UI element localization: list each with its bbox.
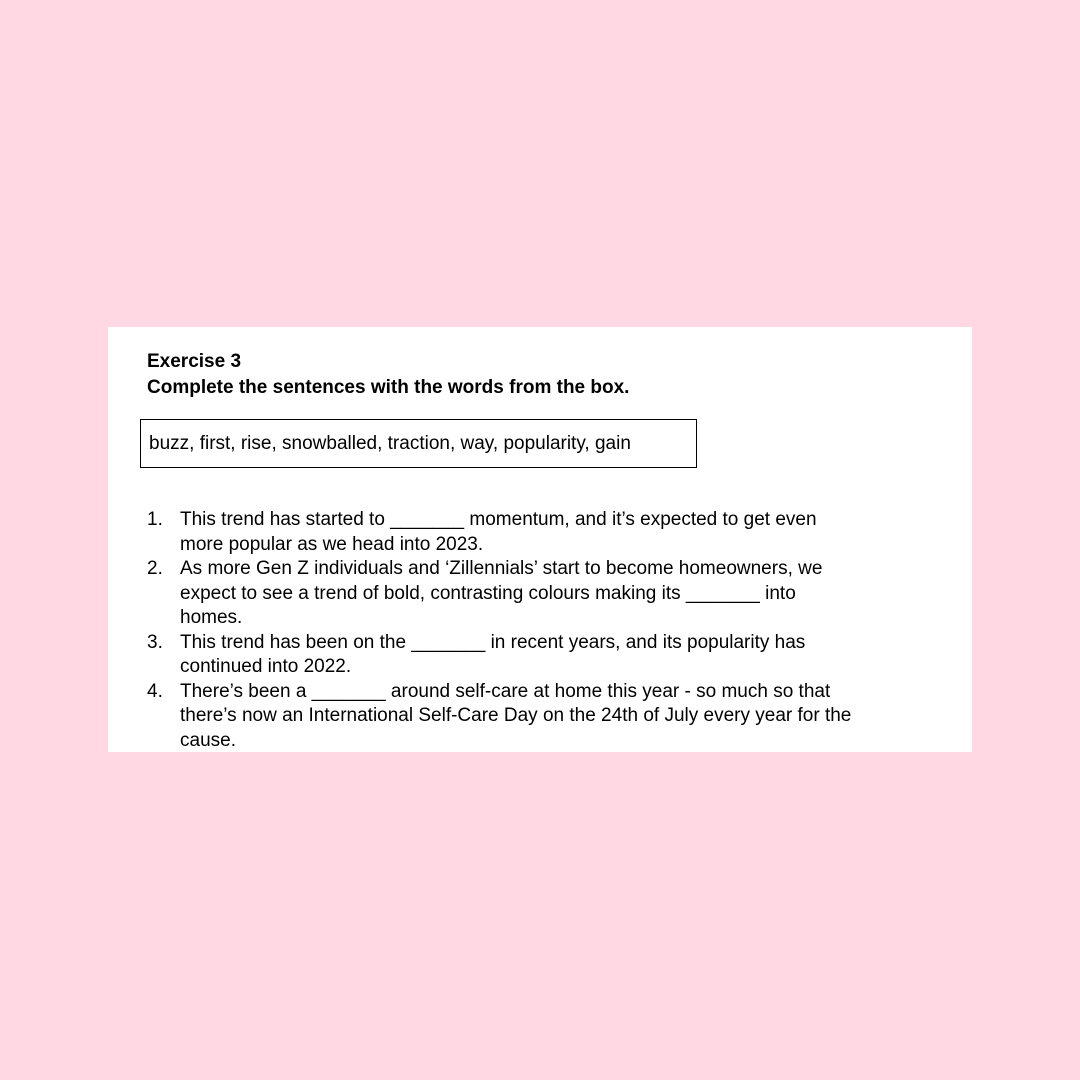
sentence-line: continued into 2022. [180,656,352,677]
sentence-number: 4. [147,680,163,702]
sentence-item-4 [147,680,927,754]
sentence-item-2 [147,557,927,631]
sentence-line: cause. [180,729,236,751]
sentence-line: This trend has started to _______ momentum, and it’s expected to get even [180,509,817,530]
sentence-line: There’s been a _______ around self-care at home this year - so much so that [180,680,831,702]
sentence-line: This trend has been on the _______ in recent years, and its popularity has [180,631,806,653]
sentence-line: As more Gen Z individuals and ‘Zillennials’ start to become homeowners, we [180,558,823,579]
sentence-item-3 [147,631,927,680]
sentence-item-1 [147,508,927,557]
sentence-number: 3. [147,631,163,653]
sentence-line: more popular as we head into 2023. [180,533,484,555]
sentence-list [147,508,927,753]
exercise-heading [147,349,629,401]
sentence-line: expect to see a trend of bold, contrasting colours making its _______ into [180,582,796,604]
exercise-title: Exercise 3 [147,351,242,372]
sentence-line: homes. [180,607,243,628]
sentence-line: there’s now an International Self-Care Day on the 24th of July every year for the [180,705,852,726]
sentence-number: 2. [147,558,163,579]
sentence-number: 1. [147,509,163,530]
word-box: buzz, first, rise, snowballed, traction, way, popularity, gain [140,419,697,468]
exercise-instruction: Complete the sentences with the words from the box. [147,377,630,398]
exercise-card [108,327,972,752]
